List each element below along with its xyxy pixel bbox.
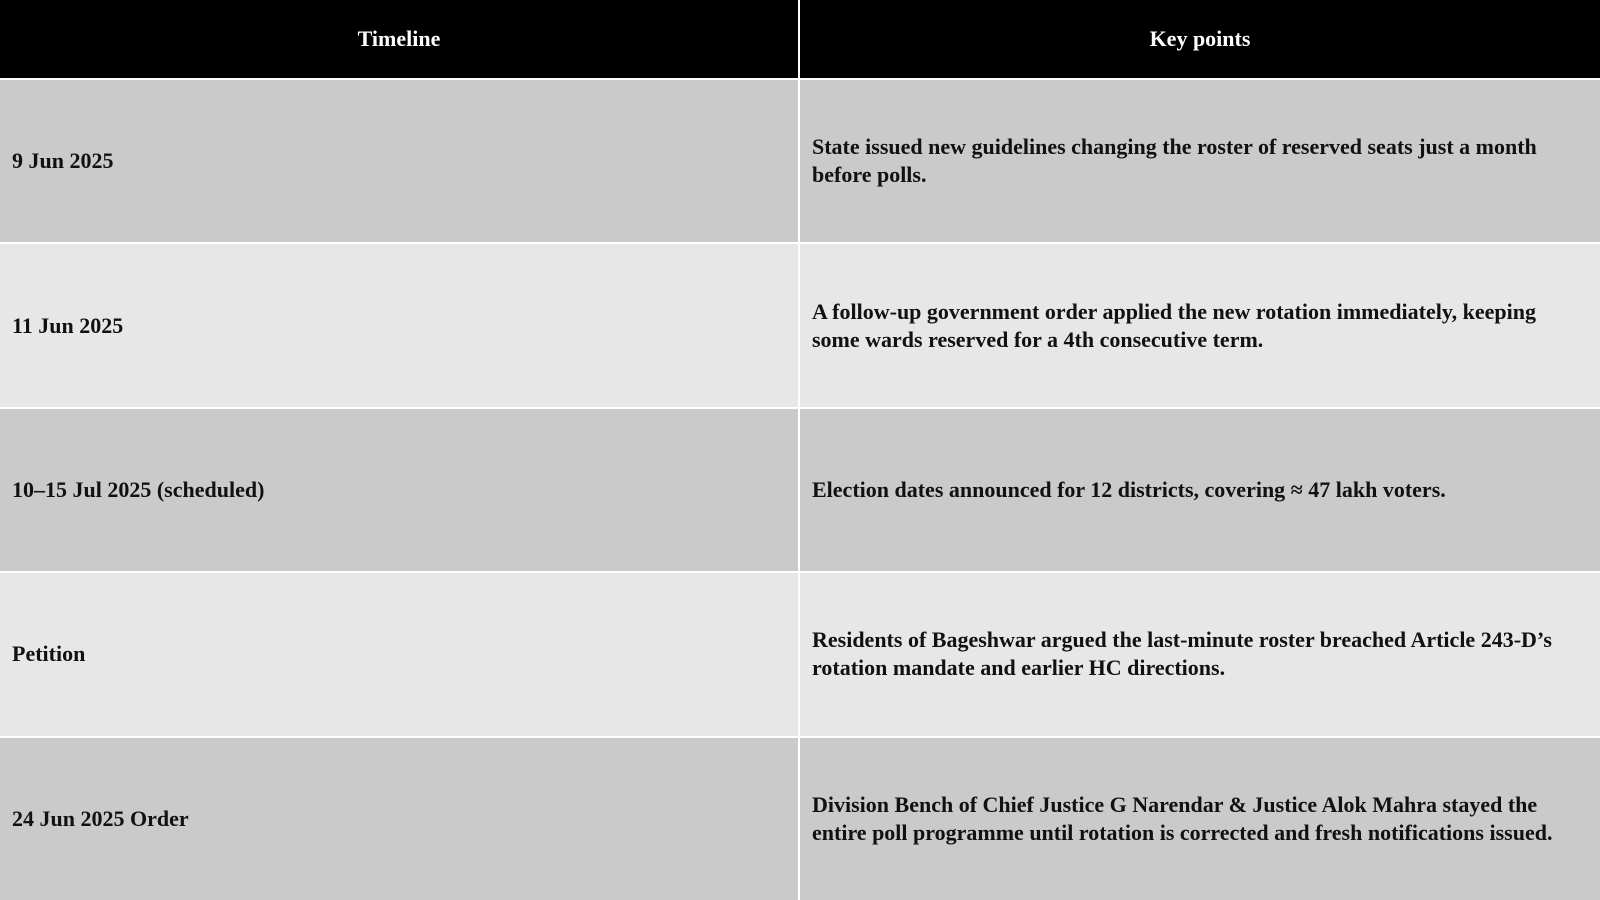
row-3-timeline: 10–15 Jul 2025 (scheduled)	[0, 409, 798, 571]
row-4-key-point: Residents of Bageshwar argued the last-minute roster breached Article 243-D’s rotation mandate and earlier HC directions.	[800, 573, 1600, 735]
row-2-timeline: 11 Jun 2025	[0, 244, 798, 406]
row-3-key-point: Election dates announced for 12 districts, covering ≈ 47 lakh voters.	[800, 409, 1600, 571]
row-1-key-point: State issued new guidelines changing the roster of reserved seats just a month before polls.	[800, 80, 1600, 242]
row-5-key-point: Division Bench of Chief Justice G Narendar & Justice Alok Mahra stayed the entire poll programme until rotation is corrected and fresh notifications issued.	[800, 738, 1600, 900]
row-2-key-point: A follow-up government order applied the new rotation immediately, keeping some wards reserved for a 4th consecutive term.	[800, 244, 1600, 406]
header-key-points: Key points	[800, 0, 1600, 78]
header-timeline: Timeline	[0, 0, 798, 78]
row-1-timeline: 9 Jun 2025	[0, 80, 798, 242]
row-5-timeline: 24 Jun 2025 Order	[0, 738, 798, 900]
row-4-timeline: Petition	[0, 573, 798, 735]
